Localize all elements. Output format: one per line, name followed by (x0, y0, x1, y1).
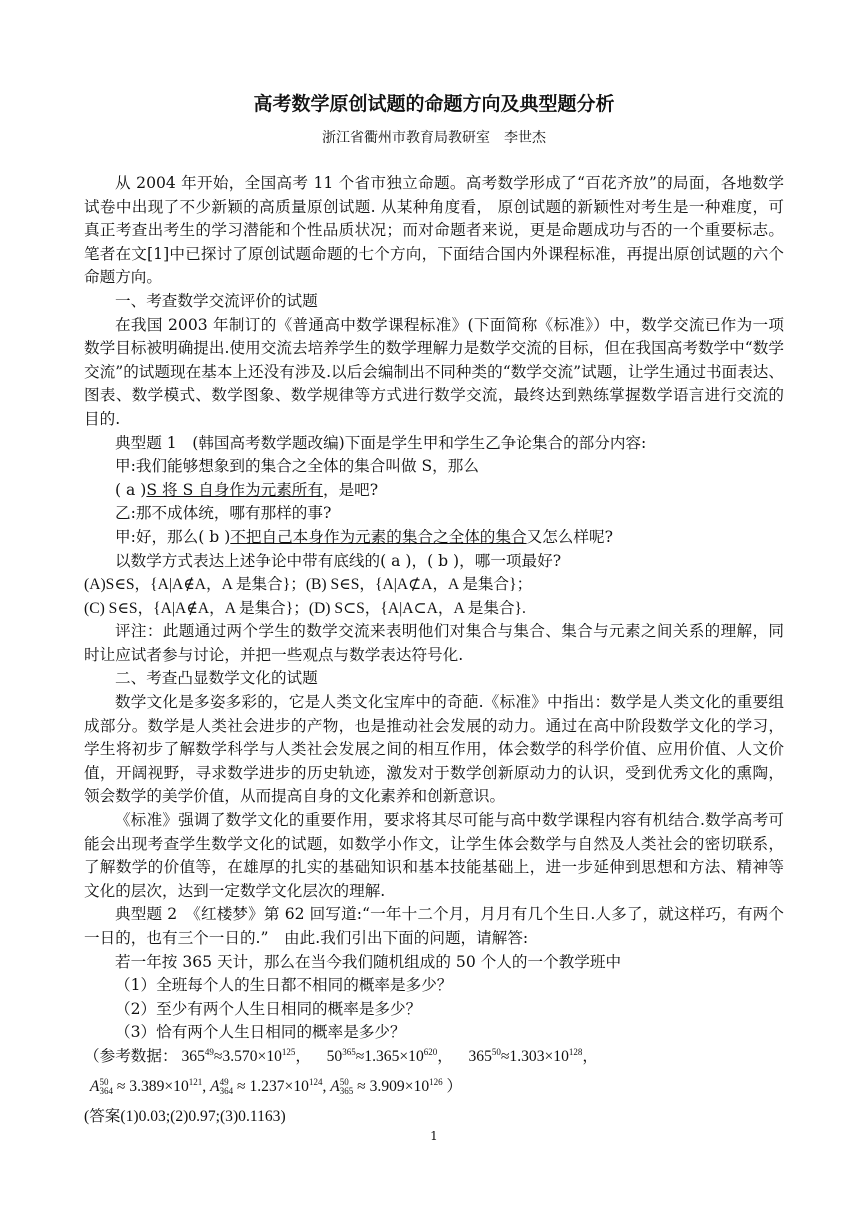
perm-c-sub: 365 (339, 1085, 354, 1096)
perm-b-vexp: 124 (308, 1076, 323, 1087)
perm-a-sup: 50 (99, 1076, 109, 1087)
perm-b-val: ≈ 1.237×10 (233, 1077, 309, 1095)
example2-subquestion-1: （1）全班每个人的生日都不相同的概率是多少？ (115, 976, 453, 995)
section1-paragraph: 在我国 2003 年制订的《普通高中数学课程标准》(下面简称《标准》）中，数学交流已作为一项数学目标被明确提出.使用交流去培养学生的数学理解力是数学交流的目标，但在我国高考数学中“数学交流”的试题现在基本上还没有涉及.以后会编制出不同种类的“数学交流”试题，让学生通过书面表达、图表、数学模式、数学图象、数学规律等方式进行数学交流，最终达到熟练掌握数学语言进行交流的目的. (84, 315, 784, 428)
example1-comment: 评注：此题通过两个学生的数学交流来表明他们对集合与集合、集合与元素之间关系的理解，同时让应试者参与讨论，并把一些观点与数学表达符号化. (84, 622, 784, 664)
ref-c-val: ≈1.303×10 (500, 1047, 569, 1065)
page-number: 1 (430, 1129, 438, 1143)
section2-paragraph-2: 《标准》强调了数学文化的重要作用，要求将其尽可能与高中数学课程内容有机结合.数学高考可能会出现考查学生数学文化的试题，如数学小作文，让学生体会数学与自然及人类社会的密切联系，了解数学的价值等，在雄厚的扎实的基础知识和基本技能基础上，进一步延伸到思想和方法、精神等文化的层次，达到一定数学文化层次的理解. (84, 811, 784, 900)
underlined-statement-a: S 将 S 自身作为元素所有 (146, 480, 323, 499)
document-title: 高考数学原创试题的命题方向及典型题分析 (253, 93, 615, 115)
perm-c-sup: 50 (339, 1076, 349, 1087)
perm-a-vexp: 121 (188, 1076, 203, 1087)
ref-b-exp: 365 (342, 1046, 356, 1057)
answer-line: (答案(1)0.03;(2)0.97;(3)0.1163) (84, 1107, 286, 1125)
ref-c-vexp: 128 (568, 1046, 583, 1057)
reference-value-1 (181, 1048, 311, 1065)
intro-paragraph: 从 2004 年开始，全国高考 11 个省市独立命题。高考数学形成了“百花齐放”的局面，各地数学试卷中出现了不少新颖的高质量原创试题. 从某种角度看， 原创试题的新颖性对考生是一种难度，可真正考查出考生的学习潜能和个性品质状况；而对命题者来说，更是命题成功与否的一个重要标志。笔者在文[1]中已探讨了原创试题命题的七个方向，下面结合国内外课程标准，再提出原创试题的六个命题方向。 (84, 174, 784, 287)
ref-sep-3: ， (582, 1047, 599, 1065)
perm-a-val: ≈ 3.389×10 (112, 1077, 189, 1095)
perm-b-sup: 49 (219, 1076, 229, 1087)
document-body (84, 172, 784, 1128)
reference-value-3 (468, 1048, 598, 1065)
dialogue-line-2-pre: ( a ) (115, 480, 147, 499)
reference-data-line-2: A50 $364 \approx 3.389\times 10^{121}$, A49 $364 \approx 1.237\times 10^{124}$, A50 $365 \approx 3.909\times 10^{126}$ ） (89, 1076, 463, 1096)
example2-heading: 典型题 2 《红楼梦》第 62 回写道:“一年十二个月，月月有几个生日.人多了，就这样巧，有两个一日的，也有三个一日的.” 由此.我们引出下面的问题，请解答: (84, 905, 784, 947)
reference-data-line-1 (84, 1045, 784, 1069)
dialogue-line-4-post: 又怎么样呢? (526, 527, 613, 546)
reference-label: （参考数据： (84, 1047, 178, 1065)
ref-a-base: 365 (181, 1047, 205, 1065)
dialogue-line-2-post: ，是吧? (322, 480, 379, 499)
dialogue-line-1: 甲:我们能够想象到的集合之全体的集合叫做 S，那么 (115, 457, 479, 476)
dialogue-line-3: 乙:那不成体统，哪有那样的事? (115, 504, 332, 523)
example2-subquestion-3: （3）恰有两个人生日相同的概率是多少？ (115, 1023, 406, 1042)
section-heading-2: 二、考查凸显数学文化的试题 (115, 669, 318, 688)
ref-a-vexp: 125 (281, 1046, 296, 1057)
example1-question: 以数学方式表达上述争论中带有底线的( a )，( b )，哪一项最好? (115, 551, 562, 570)
options-c-d: (C) S∈S，{A|A∉A，A 是集合}；(D) S⊂S，{A|A⊂A，A 是集合}. (84, 599, 526, 617)
dialogue-line-4-pre: 甲:好，那么( b ) (115, 527, 231, 546)
reference-value-2 (327, 1048, 453, 1065)
ref-c-exp: 50 (491, 1046, 501, 1057)
perm-b-sub: 364 (219, 1085, 234, 1096)
ref-sep-1: ， (295, 1047, 312, 1065)
ref-sep-2: ， (437, 1047, 453, 1065)
perm-a-sub: 364 (99, 1085, 113, 1096)
ref-a-val: ≈3.570×10 (213, 1047, 282, 1065)
example2-subquestion-2: （2）至少有两个人生日相同的概率是多少？ (115, 999, 422, 1018)
ref-a-exp: 49 (204, 1046, 214, 1057)
reference-close: ） (446, 1077, 463, 1095)
perm-c-vexp: 126 (429, 1076, 443, 1087)
ref-b-val: ≈1.365×10 (355, 1047, 424, 1065)
perm-c-val: ≈ 3.909×10 (353, 1077, 430, 1095)
ref-c-base: 365 (468, 1047, 492, 1065)
example2-question: 若一年按 365 天计，那么在当今我们随机组成的 50 个人的一个教学班中 (115, 952, 622, 971)
example1-heading: 典型题 1 (韩国高考数学题改编)下面是学生甲和学生乙争论集合的部分内容: (115, 433, 647, 452)
options-a-b: (A)S∈S，{A|A∉A，A 是集合}；(B) S∈S，{A|A⊄A，A 是集合}； (84, 576, 533, 594)
ref-b-vexp: 620 (423, 1046, 438, 1057)
document-author: 浙江省衢州市教育局教研室 李世杰 (322, 130, 546, 146)
underlined-statement-b: 不把自己本身作为元素的集合之全体的集合 (230, 527, 527, 546)
dialogue-line-4 (84, 526, 784, 550)
ref-b-base: 50 (326, 1047, 343, 1065)
section-heading-1: 一、考查数学交流评价的试题 (115, 291, 318, 310)
dialogue-line-2 (84, 479, 784, 503)
section2-paragraph-1: 数学文化是多姿多彩的，它是人类文化宝库中的奇葩.《标准》中指出：数学是人类文化的重要组成部分。数学是人类社会进步的产物，也是推动社会发展的动力。通过在高中阶段数学文化的学习，学生将初步了解数学科学与人类社会发展之间的相互作用，体会数学的科学价值、应用价值、人文价值，开阔视野，寻求数学进步的历史轨迹，激发对于数学创新原动力的认识，受到优秀文化的熏陶，领会数学的美学价值，从而提高自身的文化素养和创新意识。 (84, 693, 784, 806)
